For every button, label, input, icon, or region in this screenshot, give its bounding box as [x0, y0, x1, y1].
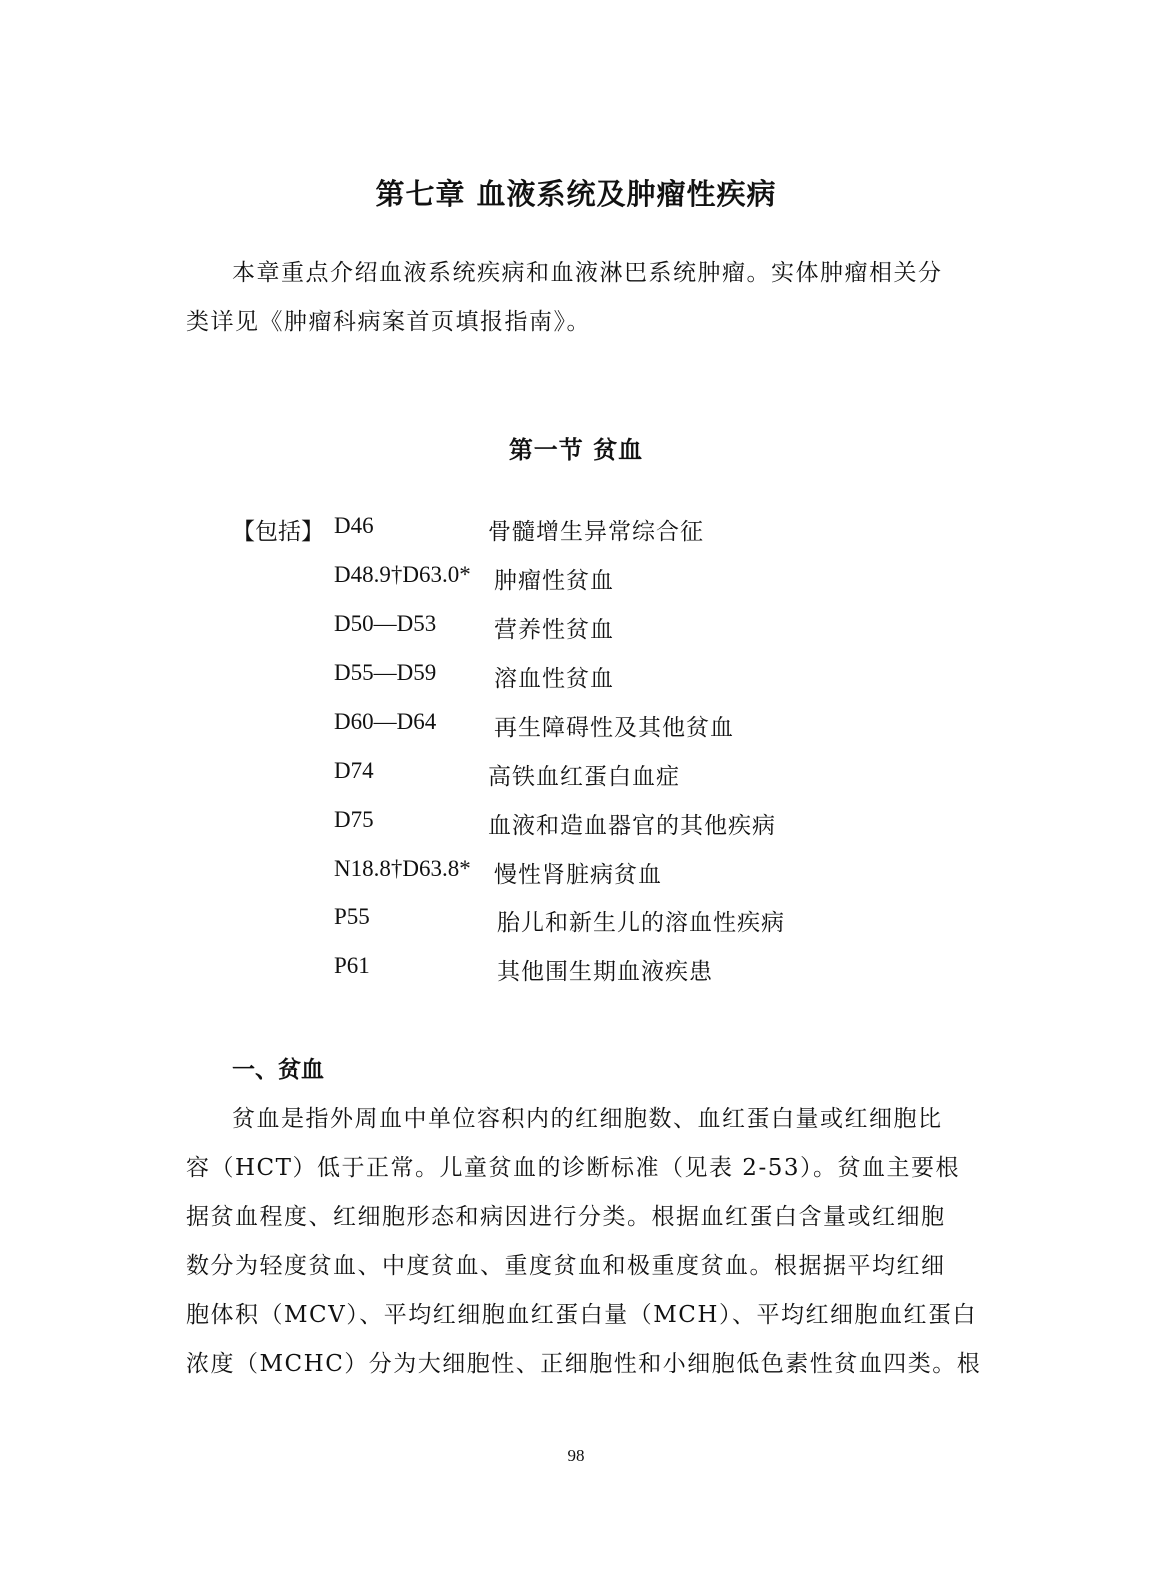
chapter-title: 第七章 血液系统及肿瘤性疾病 [375, 177, 777, 211]
body-line-1: 贫血是指外周血中单位容积内的红细胞数、血红蛋白量或红细胞比 [232, 1106, 943, 1132]
inclusion-desc: 骨髓增生异常综合征 [488, 519, 704, 545]
intro-line-2: 类详见《肿瘤科病案首页填报指南》。 [186, 309, 591, 335]
inclusion-desc: 再生障碍性及其他贫血 [494, 715, 734, 741]
subsection-heading: 一、贫血 [232, 1057, 324, 1083]
inclusion-label: 【包括】 [232, 519, 324, 545]
inclusion-desc: 肿瘤性贫血 [494, 568, 614, 594]
body-line-4: 数分为轻度贫血、中度贫血、重度贫血和极重度贫血。根据据平均红细 [186, 1253, 946, 1279]
inclusion-desc: 高铁血红蛋白血症 [488, 764, 680, 790]
inclusion-code: N18.8†D63.8* [334, 856, 471, 881]
inclusion-code: P61 [334, 953, 370, 978]
inclusion-row [0, 709, 1152, 749]
body-line-3: 据贫血程度、红细胞形态和病因进行分类。根据血红蛋白含量或红细胞 [186, 1204, 946, 1230]
inclusion-row [0, 513, 1152, 553]
inclusion-desc: 其他围生期血液疾患 [497, 959, 713, 985]
inclusion-row [0, 562, 1152, 602]
inclusion-row [0, 660, 1152, 700]
inclusion-desc: 慢性肾脏病贫血 [494, 862, 662, 888]
body-line-5: 胞体积（MCV）、平均红细胞血红蛋白量（MCH）、平均红细胞血红蛋白 [186, 1302, 977, 1328]
inclusion-code: D75 [334, 807, 374, 832]
inclusion-code: D48.9†D63.0* [334, 562, 471, 587]
page-number: 98 [567, 1446, 585, 1465]
inclusion-row [0, 953, 1152, 993]
inclusion-row [0, 904, 1152, 944]
inclusion-code: D50—D53 [334, 611, 437, 636]
inclusion-code: D55—D59 [334, 660, 437, 685]
section-title: 第一节 贫血 [508, 436, 644, 464]
inclusion-code: P55 [334, 904, 370, 929]
inclusion-desc: 溶血性贫血 [494, 666, 614, 692]
inclusion-code: D46 [334, 513, 374, 538]
body-line-6: 浓度（MCHC）分为大细胞性、正细胞性和小细胞低色素性贫血四类。根 [186, 1351, 982, 1377]
inclusion-desc: 营养性贫血 [494, 617, 614, 643]
inclusion-row [0, 856, 1152, 896]
inclusion-desc: 胎儿和新生儿的溶血性疾病 [497, 910, 785, 936]
inclusion-code: D74 [334, 758, 374, 783]
inclusion-code: D60—D64 [334, 709, 437, 734]
inclusion-row [0, 611, 1152, 651]
inclusion-row [0, 807, 1152, 847]
body-line-2: 容（HCT）低于正常。儿童贫血的诊断标准（见表 2-53）。贫血主要根 [186, 1155, 960, 1181]
intro-line-1: 本章重点介绍血液系统疾病和血液淋巴系统肿瘤。实体肿瘤相关分 [232, 260, 943, 286]
inclusion-desc: 血液和造血器官的其他疾病 [488, 813, 776, 839]
inclusion-row [0, 758, 1152, 798]
